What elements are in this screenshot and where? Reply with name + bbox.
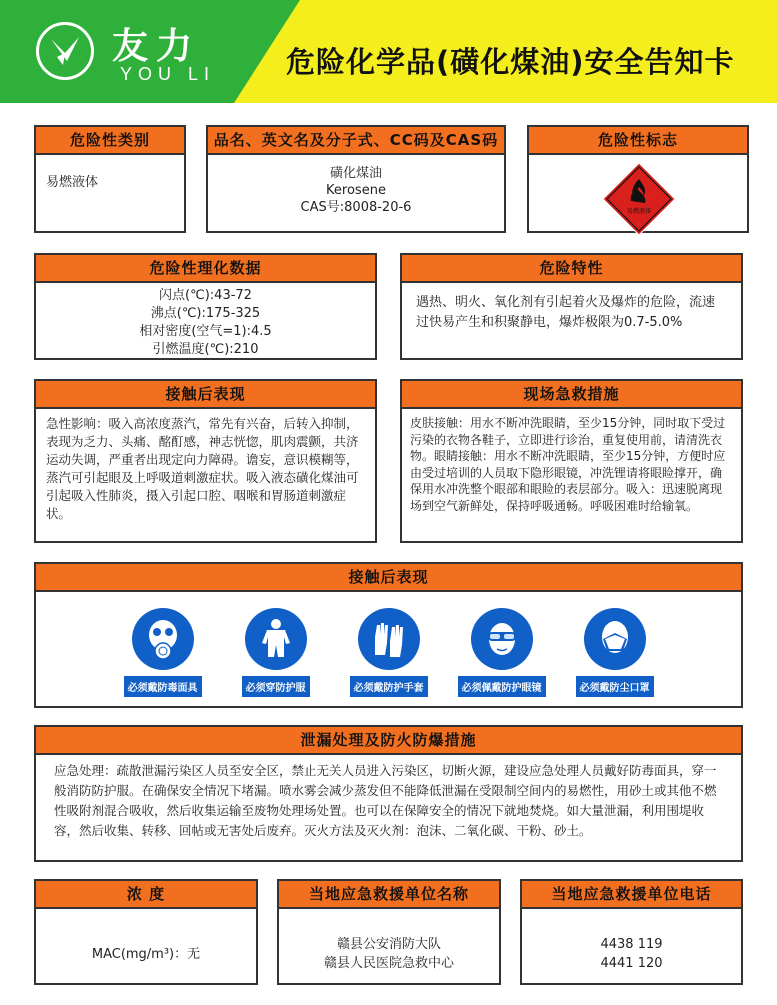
physchem-heading: 危险性理化数据 [36, 255, 375, 283]
hazard-props-box [400, 253, 743, 360]
ppe-row [36, 592, 741, 697]
hazard-props-heading: 危险特性 [402, 255, 741, 283]
goggles-icon [471, 608, 533, 670]
concentration-value: MAC(mg/m³)：无 [91, 947, 201, 962]
product-name-heading: 品名、英文名及分子式、CC码及CAS码 [208, 127, 504, 155]
ppe-box [34, 562, 743, 708]
emergency-unit-fire: 赣县公安消防大队 [336, 937, 441, 952]
emergency-phone-fire: 4438 119 [600, 937, 663, 952]
ppe-item [456, 608, 548, 697]
leak-heading: 泄漏处理及防火防爆措施 [36, 727, 741, 755]
emergency-unit-box [277, 879, 501, 985]
contact-symptoms-text: 急性影响：吸入高浓度蒸汽，常先有兴奋，后转入抑制，表现为乏力、头痛、酩酊感，神志恍惚，肌肉震颤，共济运动失调，严重者出现定向力障碍。谵妄，意识模糊等，蒸汽可引起眼及上呼吸道刺激症状。吸入液态磺化煤油可引起吸入性肺炎，摄入引起口腔、咽喉和胃肠道刺激症状。 [46, 416, 359, 521]
header-banner [0, 0, 777, 103]
concentration-heading: 浓 度 [36, 881, 256, 909]
emergency-phone-hospital: 4441 120 [600, 956, 663, 971]
flammable-liquid-icon [601, 161, 677, 237]
ppe-heading: 接触后表现 [36, 564, 741, 592]
hazard-category-box [34, 125, 186, 233]
ppe-label: 必须佩戴防护眼镜 [458, 676, 546, 697]
physchem-ignition-temp: 引燃温度(℃):210 [152, 342, 259, 357]
hazard-sign-heading: 危险性标志 [529, 127, 747, 155]
first-aid-text: 皮肤接触：用水不断冲洗眼睛，至少15分钟，同时取下受过污染的衣物各鞋子，立即进行诊治，重复使用前，请清洗衣物。眼睛接触：用水不断冲洗眼睛，至少15分钟，方便时应由受过培训的人员取下隐形眼镜，冲洗锂请将眼睑撑开，确保用水冲洗整个眼部和眼睑的表层部分。吸入：迅速脱离现场到空气新鲜处，保持呼吸通畅。呼吸困难时给输氧。 [410, 416, 726, 513]
emergency-phone-heading: 当地应急救援单位电话 [522, 881, 741, 909]
protective-suit-icon [245, 608, 307, 670]
physchem-flash-point: 闪点(℃):43-72 [159, 288, 252, 303]
contact-symptoms-box [34, 379, 377, 543]
brand-name-en: YOU LI [120, 64, 216, 84]
physchem-boiling-point: 沸点(℃):175-325 [150, 306, 261, 321]
ppe-label: 必须戴防毒面具 [124, 676, 202, 697]
brand-logo-icon [36, 22, 94, 80]
ppe-item [230, 608, 322, 697]
ppe-label: 必须戴防尘口罩 [576, 676, 654, 697]
ppe-item [343, 608, 435, 697]
ppe-label: 必须戴防护手套 [350, 676, 428, 697]
product-en-name: Kerosene [326, 183, 386, 198]
page-title: 危险化学品(磺化煤油)安全告知卡 [286, 45, 735, 79]
gloves-icon [358, 608, 420, 670]
emergency-unit-hospital: 赣县人民医院急救中心 [323, 956, 454, 971]
hazard-category-value: 易燃液体 [46, 175, 99, 190]
ppe-item [569, 608, 661, 697]
hazard-sign-box [527, 125, 749, 233]
hazard-category-heading: 危险性类别 [36, 127, 184, 155]
product-name-box [206, 125, 506, 233]
leak-text: 应急处理：疏散泄漏污染区人员至安全区，禁止无关人员进入污染区，切断火源，建设应急处理人员戴好防毒面具，穿一般消防防护服。在确保安全情况下堵漏。喷水雾会减少蒸发但不能降低泄漏在受限制空间内的易燃性，用砂土或其他不燃性吸附剂混合吸收，然后收集运输至废物处理场处置。也可以在保障安全的情况下就地焚烧。如大量泄漏，利用围堤收容，然后收集、转移、回帖或无害处后废弃。灭火方法及灭火剂：泡沫、二氧化碳、干粉、砂土。 [54, 763, 717, 838]
product-cn-name: 磺化煤油 [329, 166, 382, 181]
physchem-box [34, 253, 377, 360]
product-name-body [208, 155, 504, 222]
first-aid-box [400, 379, 743, 543]
concentration-box [34, 879, 258, 985]
ppe-item [117, 608, 209, 697]
physchem-density: 相对密度(空气=1):4.5 [139, 324, 272, 339]
ppe-label: 必须穿防护服 [242, 676, 310, 697]
hazard-props-text: 遇热、明火、氧化剂有引起着火及爆炸的危险，流速过快易产生和积聚静电，爆炸极限为0.7-5.0% [416, 295, 716, 330]
emergency-unit-heading: 当地应急救援单位名称 [279, 881, 499, 909]
hazard-sign-text: 易燃液体 [626, 208, 652, 215]
leak-box [34, 725, 743, 862]
emergency-phone-body [522, 909, 741, 979]
contact-symptoms-heading: 接触后表现 [36, 381, 375, 409]
gas-mask-icon [132, 608, 194, 670]
physchem-body [36, 283, 375, 365]
product-cas: CAS号:8008-20-6 [300, 200, 412, 215]
dust-mask-icon [584, 608, 646, 670]
emergency-phone-box [520, 879, 743, 985]
brand-name-cn: 友力 [112, 26, 201, 67]
emergency-unit-body [279, 909, 499, 979]
first-aid-heading: 现场急救措施 [402, 381, 741, 409]
